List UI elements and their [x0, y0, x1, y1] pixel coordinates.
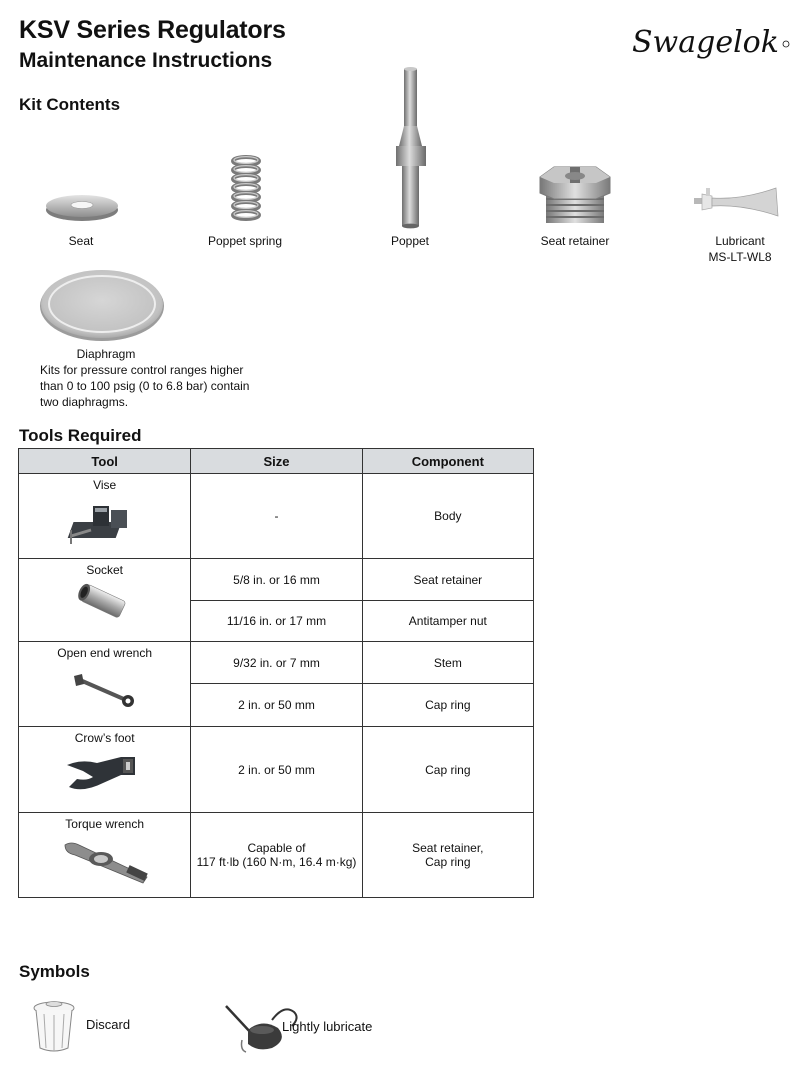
tools-table	[18, 448, 534, 898]
size-cell: 9/32 in. or 7 mm	[191, 642, 362, 684]
tool-cell	[19, 642, 191, 727]
torque-wrench-image	[57, 835, 153, 887]
size-cell: 2 in. or 50 mm	[191, 727, 362, 813]
column-header-tool: Tool	[19, 449, 191, 474]
size-cell	[191, 813, 362, 898]
brand-wordmark: Swagelok	[632, 25, 779, 60]
tool-name: Socket	[86, 563, 123, 577]
component-cell: Body	[362, 474, 533, 559]
kit-item-diaphragm-label: Diaphragm	[76, 347, 136, 361]
tool-name: Open end wrench	[57, 646, 153, 660]
component-cell: Cap ring	[362, 684, 533, 727]
component-cell: Stem	[362, 642, 533, 684]
kit-item-lubricant-label: Lubricant	[715, 234, 765, 248]
diaphragm-note: Kits for pressure control ranges higher than 0 to 100 psig (0 to 6.8 bar) contain two diaphragms.	[40, 363, 250, 409]
lubricant-image	[692, 184, 784, 220]
symbol-lightly-lubricate-label: Lightly lubricate	[282, 1019, 373, 1034]
tool-cell	[19, 727, 191, 813]
size-cell: -	[191, 474, 362, 559]
component-cell: Antitamper nut	[362, 601, 533, 642]
table-row	[19, 559, 534, 601]
open-end-wrench-image	[70, 670, 140, 710]
swagelok-logo	[630, 18, 792, 68]
component-line: Cap ring	[425, 855, 471, 869]
tool-name: Crow’s foot	[74, 731, 135, 745]
tools-required-heading: Tools Required	[19, 426, 142, 445]
column-header-component: Component	[362, 449, 533, 474]
kit-item-poppet-label: Poppet	[390, 234, 430, 248]
table-row	[19, 474, 534, 559]
symbols-heading: Symbols	[19, 962, 90, 981]
seat-retainer-image	[534, 163, 616, 227]
component-cell: Seat retainer	[362, 559, 533, 601]
discard-trash-can-icon	[30, 998, 78, 1054]
kit-item-lubricant-part-number: MS-LT-WL8	[708, 250, 772, 264]
kit-item-seat-label: Seat	[68, 234, 94, 248]
tool-cell	[19, 474, 191, 559]
document-subtitle: Maintenance Instructions	[19, 49, 273, 72]
size-cell: 2 in. or 50 mm	[191, 684, 362, 727]
seat-image	[44, 190, 120, 224]
component-line: Seat retainer,	[412, 841, 484, 855]
table-row	[19, 642, 534, 684]
vise-image	[65, 496, 145, 552]
kit-item-seat-retainer-label: Seat retainer	[540, 234, 610, 248]
size-cell: 11/16 in. or 17 mm	[191, 601, 362, 642]
component-cell: Cap ring	[362, 727, 533, 813]
tool-name: Vise	[93, 478, 117, 492]
table-row	[19, 727, 534, 813]
crows-foot-image	[63, 749, 147, 797]
diaphragm-image	[38, 268, 166, 344]
table-row	[19, 813, 534, 898]
socket-image	[70, 581, 140, 623]
symbol-discard-label: Discard	[86, 1017, 131, 1032]
column-header-size: Size	[191, 449, 362, 474]
tool-cell	[19, 559, 191, 642]
size-cell: 5/8 in. or 16 mm	[191, 559, 362, 601]
poppet-image	[388, 66, 434, 230]
tool-name: Torque wrench	[65, 817, 145, 831]
kit-contents-heading: Kit Contents	[19, 95, 121, 114]
table-header-row	[19, 449, 534, 474]
document-title: KSV Series Regulators	[19, 16, 286, 44]
size-line: Capable of	[247, 841, 306, 855]
poppet-spring-image	[228, 153, 264, 227]
kit-item-poppet-spring-label: Poppet spring	[207, 234, 283, 248]
size-line: 117 ft·lb (160 N·m, 16.4 m·kg)	[196, 855, 357, 869]
component-cell	[362, 813, 533, 898]
tool-cell	[19, 813, 191, 898]
